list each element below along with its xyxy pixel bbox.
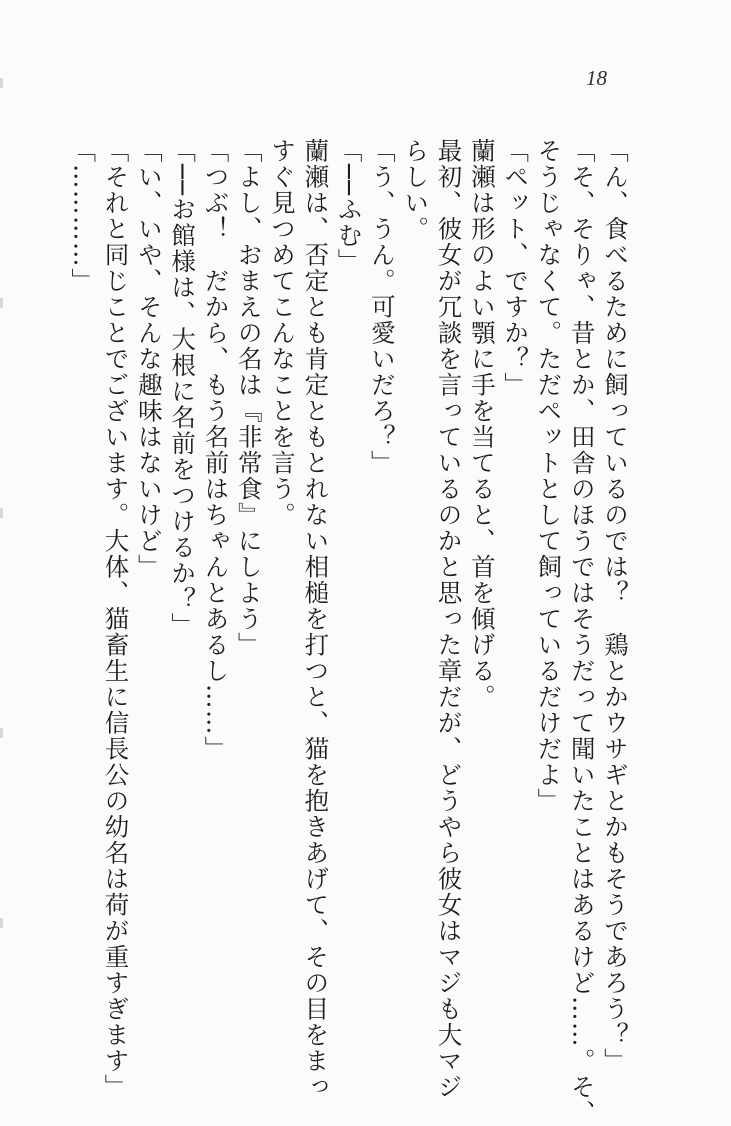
page-edge-mark [0, 298, 3, 308]
text-line: 「──ふむ」 [334, 138, 364, 275]
text-line: 「…………」 [68, 138, 98, 294]
text-line: らしい。 [401, 138, 431, 242]
text-line: すぐ見つめてこんなことを言う。 [268, 138, 298, 528]
page-edge-mark [0, 78, 3, 88]
page-number: 18 [586, 66, 607, 90]
text-line: 「ん、食べるために飼っているのでは？ 鶏とかウサギとかもそうであろう？」 [601, 138, 630, 1074]
text-line: 蘭瀬は、否定とも肯定ともとれない相槌を打つと、猫を抱きあげて、その目をまっ [301, 138, 331, 1100]
text-line: 「ペット、ですか？」 [501, 138, 531, 398]
text-line: 「それと同じことでございます。大体、猫畜生に信長公の幼名は荷が重すぎます」 [101, 138, 131, 1100]
text-line: 「よし、おまえの名は『非常食』にしよう」 [234, 138, 264, 658]
text-line: 「──お館様は、大根に名前をつけるか？」 [168, 138, 198, 639]
page-edge-mark [0, 508, 3, 518]
page-edge-mark [0, 728, 3, 738]
text-line: 「そ、そりゃ、昔とか、田舎のほうではそうだって聞いたことはあるけど……。そ、 [567, 138, 597, 1126]
text-line: 「い、いや、そんな趣味はないけど」 [134, 138, 164, 580]
text-line: 「つぶ！ だから、もう名前はちゃんとあるし……」 [201, 138, 231, 762]
text-line: そうじゃなくて。ただペットとして飼っているだけだよ」 [534, 138, 564, 814]
vertical-body-text [66, 138, 632, 1126]
text-line: 最初、彼女が冗談を言っているのかと思った章だが、どうやら彼女はマジも大マジ [434, 138, 464, 1100]
text-line: 蘭瀬は形のよい顎に手を当てると、首を傾げる。 [467, 138, 497, 710]
text-line: 「う、うん。可愛いだろ？」 [367, 138, 397, 476]
page-edge-mark [0, 918, 3, 928]
